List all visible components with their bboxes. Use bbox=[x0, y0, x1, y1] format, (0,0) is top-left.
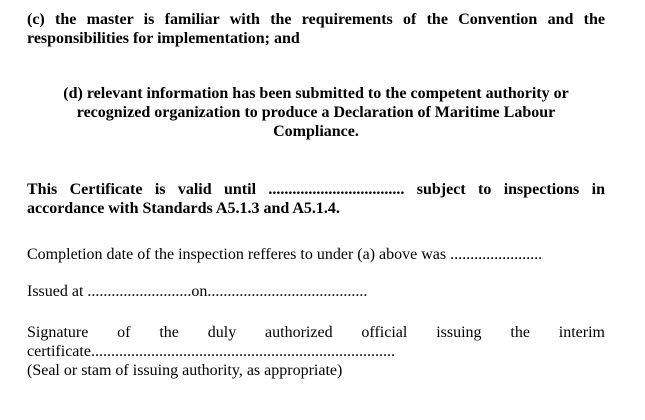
completion-date-text: Completion date of the inspection refferes to under (a) above was ....................... bbox=[27, 246, 543, 263]
clause-c-line-1: (c) the master is familiar with the requirements of the Convention and the bbox=[27, 11, 605, 28]
seal-note: (Seal or stam of issuing authority, as appropriate) bbox=[27, 362, 343, 379]
validity-statement bbox=[27, 180, 605, 199]
completion-date-line bbox=[27, 245, 605, 264]
clause-c bbox=[27, 10, 605, 29]
signature-line-2: certificate............................................................................ bbox=[27, 343, 395, 360]
clause-d-line-3: Compliance. bbox=[273, 123, 359, 140]
signature-line-1: Signature of the duly authorized official issuing the interim bbox=[27, 324, 605, 341]
clause-d-line-1: (d) relevant information has been submitted to the competent authority or bbox=[63, 85, 569, 102]
validity-line-2: accordance with Standards A5.1.3 and A5.1.4. bbox=[27, 200, 340, 217]
issued-at-text: Issued at ..........................on........................................ bbox=[27, 283, 368, 300]
validity-line-1: This Certificate is valid until .................................. subject to inspections in bbox=[27, 181, 605, 198]
clause-d bbox=[27, 84, 605, 141]
validity-statement-continued bbox=[27, 199, 605, 218]
issued-at-line bbox=[27, 282, 605, 301]
clause-c-continued bbox=[27, 29, 605, 48]
signature-continued bbox=[27, 342, 605, 380]
clause-c-line-2: responsibilities for implementation; and bbox=[27, 30, 300, 47]
signature-line bbox=[27, 323, 605, 342]
clause-d-line-2: recognized organization to produce a Declaration of Maritime Labour bbox=[76, 104, 556, 121]
